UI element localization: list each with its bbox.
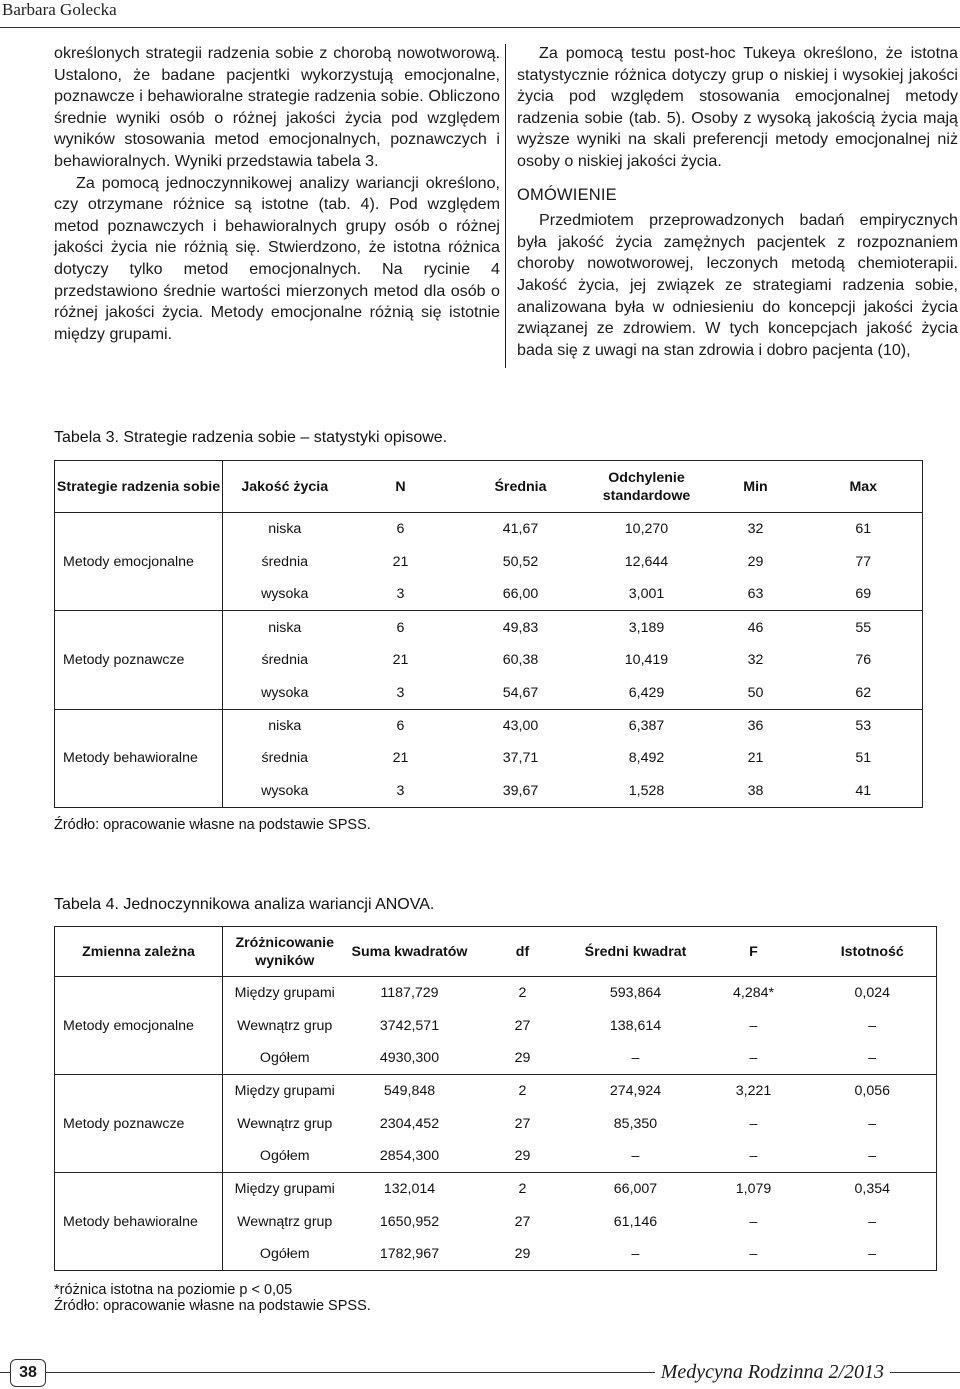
table4-cell: 1650,952 <box>379 1213 440 1230</box>
table4-header-cell: df <box>473 927 573 977</box>
table3-cell: 32 <box>747 521 764 538</box>
table3-cell: 51 <box>805 742 923 775</box>
table4-cell: Wewnątrz grup <box>237 1017 333 1034</box>
table4-cell: 274,924 <box>609 1083 662 1100</box>
table3-cell: 38 <box>707 775 805 808</box>
table3-cell: 6 <box>396 717 405 734</box>
table3-cell: 3 <box>347 775 455 808</box>
table3-group-label: Metody behawioralne <box>55 709 223 807</box>
table4-cell: – <box>699 1238 809 1271</box>
table4-cell: – <box>809 1205 937 1238</box>
table4-cell: – <box>809 1107 937 1140</box>
table4-cell: – <box>809 1238 937 1271</box>
table3-cell: 3 <box>347 578 455 611</box>
table4-cell: 2 <box>518 985 527 1002</box>
table4-cell: 0,354 <box>809 1173 937 1206</box>
table3-row <box>55 611 923 644</box>
table3-cell: 8,492 <box>628 750 665 767</box>
header-rule <box>0 27 960 28</box>
table3-row <box>55 709 923 742</box>
right-paragraph-2: Przedmiotem przeprowadzonych badań empirycznych była jakość życia zamężnych pacjentek z rozpoznaniem choroby nowotworowej, leczonych metodą chemioterapii. Jakość życia, jej związek ze strategiami radzenia sobie, analizowana była w odniesieniu do koncepcji jakości życia związanej ze zdrowiem. W tych koncepcjach jakość życia bada się z uwagi na stan zdrowia i dobro pacjenta (10), <box>517 211 958 359</box>
table3-source: Źródło: opracowanie własne na podstawie SPSS. <box>54 817 371 833</box>
table4-cell: 3742,571 <box>379 1017 440 1034</box>
table3-cell: 21 <box>392 652 409 669</box>
table4-cell: 29 <box>473 1042 573 1075</box>
table3-header-cell: Odchylenie standardowe <box>587 461 707 513</box>
table3-cell: 6,429 <box>587 676 707 709</box>
table3-header-cell: N <box>347 461 455 513</box>
page-number: 38 <box>10 1359 46 1387</box>
table3-cell: niska <box>268 521 302 538</box>
table3-cell: 10,270 <box>624 521 669 538</box>
table3-cell: 43,00 <box>502 717 539 734</box>
table3-cell: 3,001 <box>587 578 707 611</box>
table4-cell: Między grupami <box>234 985 335 1002</box>
table4-cell: – <box>699 1140 809 1173</box>
table4-group-label: Metody behawioralne <box>55 1173 223 1271</box>
table3-header-cell: Max <box>805 461 923 513</box>
table4-cell: – <box>749 1017 758 1034</box>
table4-header-cell: Suma kwadratów <box>347 927 473 977</box>
table4-cell: 85,350 <box>613 1115 658 1132</box>
table3-cell: 60,38 <box>502 652 539 669</box>
table3-cell: 46 <box>747 619 764 636</box>
table3-cell: 66,00 <box>455 578 587 611</box>
table3-cell: 1,528 <box>587 775 707 808</box>
table4-cell: 29 <box>473 1140 573 1173</box>
table4-cell: Wewnątrz grup <box>237 1115 333 1132</box>
table3-cell: wysoka <box>223 578 347 611</box>
table4-cell: 2 <box>518 1083 527 1100</box>
table4-cell: 0,024 <box>809 977 937 1010</box>
table3-cell: 29 <box>747 553 764 570</box>
table3-cell: 21 <box>392 553 409 570</box>
table4-cell: – <box>749 1115 758 1132</box>
table4-body <box>55 927 937 1271</box>
table4-cell: 593,864 <box>609 985 662 1002</box>
table4-cell: – <box>749 1213 758 1230</box>
table4-cell: Ogółem <box>223 1238 347 1271</box>
table4-cell: Między grupami <box>234 1083 335 1100</box>
table3-cell: średnia <box>261 553 309 570</box>
table3-row <box>55 513 923 546</box>
table4-cell: 66,007 <box>613 1181 658 1198</box>
table3-cell: 54,67 <box>455 676 587 709</box>
table4-header-row <box>55 927 937 977</box>
table3-cell: 55 <box>805 611 923 644</box>
table3-cell: 36 <box>747 717 764 734</box>
table4-cell: 2 <box>518 1181 527 1198</box>
table3-cell: 39,67 <box>455 775 587 808</box>
table3-header-cell: Średnia <box>455 461 587 513</box>
table3-group-label: Metody emocjonalne <box>55 513 223 611</box>
table4 <box>54 926 937 1271</box>
table3-cell: 21 <box>747 750 764 767</box>
right-text-column <box>517 43 958 361</box>
table3-cell: 21 <box>392 750 409 767</box>
table3-cell: 50 <box>707 676 805 709</box>
table3-group-label: Metody poznawcze <box>55 611 223 709</box>
table4-cell: Między grupami <box>234 1181 335 1198</box>
table4-cell: 4930,300 <box>347 1042 473 1075</box>
table4-row <box>55 1173 937 1206</box>
table3-cell: 6 <box>396 619 405 636</box>
table4-row <box>55 977 937 1010</box>
table4-cell: – <box>573 1140 699 1173</box>
table3-body <box>55 461 923 808</box>
running-head-author: Barbara Golecka <box>2 0 117 19</box>
right-paragraph-1: Za pomocą testu post-hoc Tukeya określono, że istotna statystycznie różnica dotyczy grup o niskiej i wysokiej jakości życia pod względem stosowania emocjonalnej metody radzenia sobie (tab. 5). Osoby z wysoką jakością życia mają wyższe wyniki na skali preferencji metody emocjonalnej niż osoby o niskiej jakości życia. <box>517 44 958 170</box>
table4-cell: – <box>809 1042 937 1075</box>
table4-cell: 27 <box>514 1017 531 1034</box>
table3-cell: wysoka <box>223 676 347 709</box>
table4-cell: – <box>573 1042 699 1075</box>
table3-header-cell: Min <box>707 461 805 513</box>
table4-cell: 1187,729 <box>380 985 439 1002</box>
table3-cell: 77 <box>805 545 923 578</box>
table3-cell: 3 <box>347 676 455 709</box>
table4-cell: – <box>809 1140 937 1173</box>
table4-cell: – <box>699 1042 809 1075</box>
table4-cell: – <box>573 1238 699 1271</box>
table3-cell: 37,71 <box>502 750 539 767</box>
table4-cell: 132,014 <box>383 1181 436 1198</box>
table4-header-cell: Zróżnicowanie wyników <box>223 927 347 977</box>
table4-group-label: Metody poznawcze <box>55 1075 223 1173</box>
table4-cell: 3,221 <box>735 1083 772 1100</box>
table4-cell: 2854,300 <box>347 1140 473 1173</box>
table4-cell: 1782,967 <box>347 1238 473 1271</box>
table4-header-cell: F <box>699 927 809 977</box>
left-text-column <box>54 43 500 345</box>
table4-cell: 2304,452 <box>379 1115 440 1132</box>
table4-cell: 138,614 <box>609 1017 662 1034</box>
section-heading: OMÓWIENIE <box>517 185 617 204</box>
table4-cell: 27 <box>514 1213 531 1230</box>
table3-cell: 53 <box>805 709 923 742</box>
left-paragraph-2: Za pomocą jednoczynnikowej analizy wariancji określono, czy otrzymane różnice są istotne (tab. 4). Pod względem metod poznawczych i behawioralnych grupy osób o różnej jakości życia nie różnią się. Stwierdzono, że istotna różnica dotyczy tylko metod emocjonalnych. Na rycinie 4 przedstawiono średnie wartości mierzonych metod dla osób o różnej jakości życia. Metody emocjonalne różnią się istotnie między grupami. <box>54 173 500 343</box>
table3-cell: niska <box>268 717 302 734</box>
table3-cell: 6 <box>396 521 405 538</box>
table3-cell: 3,189 <box>628 619 665 636</box>
table3-cell: 41 <box>805 775 923 808</box>
table4-cell: Ogółem <box>223 1140 347 1173</box>
table3-cell: niska <box>268 619 302 636</box>
table3-cell: 32 <box>747 652 764 669</box>
table4-note: *różnica istotna na poziomie p < 0,05 <box>54 1282 293 1298</box>
table4-cell: Wewnątrz grup <box>237 1213 333 1230</box>
table4-cell: Ogółem <box>223 1042 347 1075</box>
column-divider <box>505 44 506 368</box>
table4-row <box>55 1075 937 1108</box>
table4-cell: 61,146 <box>613 1213 658 1230</box>
table4-cell: 4,284* <box>732 985 775 1002</box>
table4-cell: 549,848 <box>383 1083 436 1100</box>
table4-header-cell: Średni kwadrat <box>573 927 699 977</box>
table4-header-cell: Istotność <box>809 927 937 977</box>
left-paragraph-1: określonych strategii radzenia sobie z chorobą nowotworową. Ustalono, że badane pacjentki wykorzystują emocjonalne, poznawcze i behawioralne strategie radzenia sobie. Obliczono średnie wyniki osób o różnej jakości życia pod względem wyników stosowania metod emocjonalnych, poznawczych i behawioralnych. Wyniki przedstawia tabela 3. <box>54 44 500 170</box>
table3-cell: wysoka <box>223 775 347 808</box>
table3-cell: 62 <box>805 676 923 709</box>
table4-cell: 0,056 <box>809 1075 937 1108</box>
table4-group-label: Metody emocjonalne <box>55 977 223 1075</box>
table3-cell: średnia <box>261 750 309 767</box>
table3-cell: 63 <box>707 578 805 611</box>
table4-source: Źródło: opracowanie własne na podstawie SPSS. <box>54 1298 371 1314</box>
table3-header-row <box>55 461 923 513</box>
table3-caption: Tabela 3. Strategie radzenia sobie – statystyki opisowe. <box>54 429 448 446</box>
table3-cell: 6,387 <box>628 717 665 734</box>
table3-cell: 61 <box>805 513 923 546</box>
table3-cell: 69 <box>805 578 923 611</box>
table4-cell: 1,079 <box>735 1181 772 1198</box>
table3-cell: 12,644 <box>624 553 669 570</box>
table4-cell: – <box>809 1009 937 1042</box>
table3-cell: 76 <box>805 644 923 677</box>
table3-cell: 41,67 <box>502 521 539 538</box>
table3-cell: średnia <box>261 652 309 669</box>
journal-title: Medycyna Rodzinna 2/2013 <box>655 1361 890 1384</box>
table3-header-cell: Jakość życia <box>223 461 347 513</box>
table3-cell: 10,419 <box>624 652 669 669</box>
table4-cell: 29 <box>473 1238 573 1271</box>
table4-cell: 27 <box>514 1115 531 1132</box>
table4-header-cell: Zmienna zależna <box>55 927 223 977</box>
table3 <box>54 460 923 808</box>
table3-header-cell: Strategie radzenia sobie <box>55 461 223 513</box>
table3-cell: 49,83 <box>502 619 539 636</box>
table3-cell: 50,52 <box>502 553 539 570</box>
table4-caption: Tabela 4. Jednoczynnikowa analiza wariancji ANOVA. <box>54 896 435 913</box>
